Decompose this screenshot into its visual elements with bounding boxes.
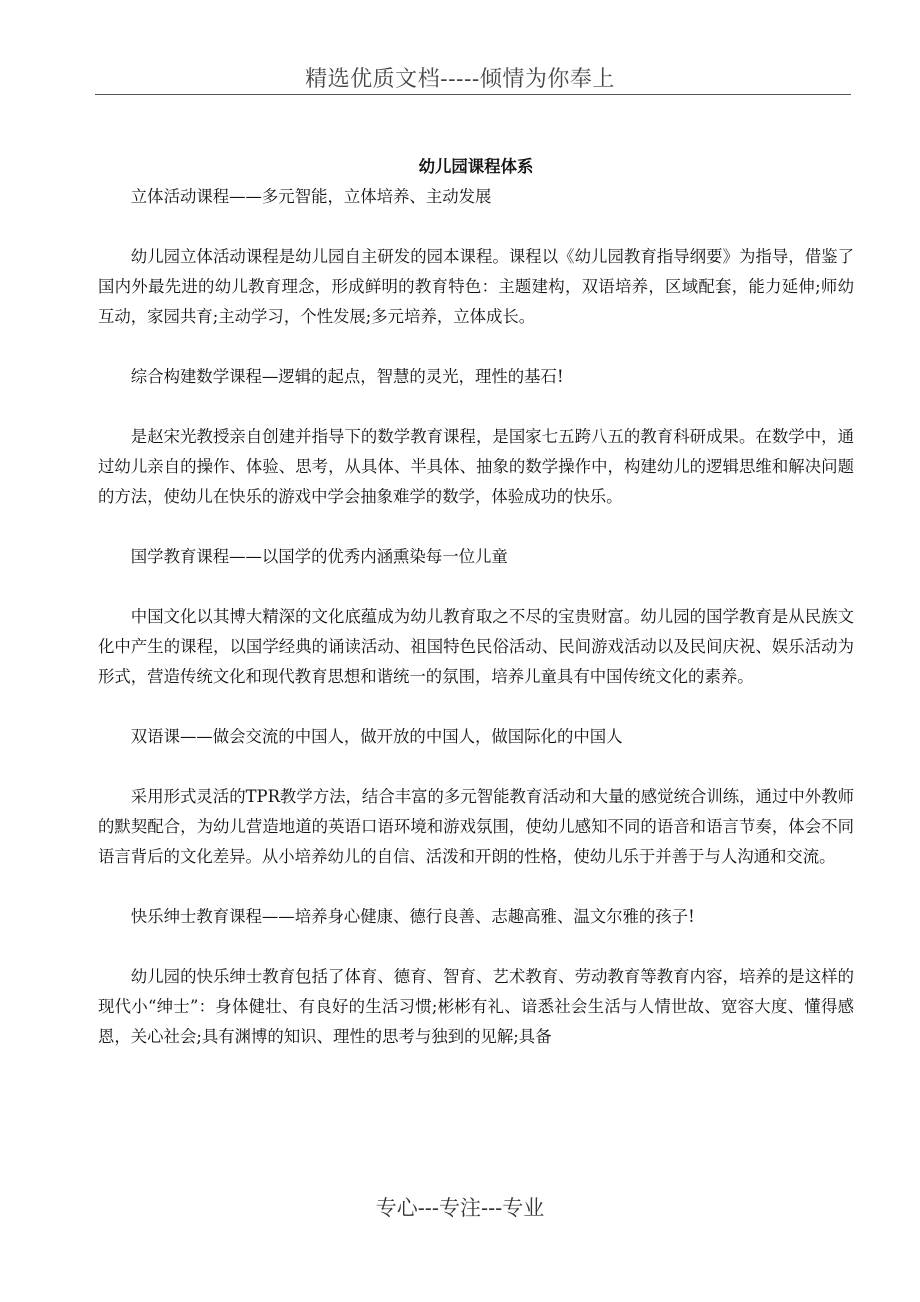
document-body (98, 152, 854, 1052)
section-body-3: 中国文化以其博大精深的文化底蕴成为幼儿教育取之不尽的宝贵财富。幼儿园的国学教育是从民族文化中产生的课程，以国学经典的诵读活动、祖国特色民俗活动、民间游戏活动以及民间庆祝、娱乐活动为形式，营造传统文化和现代教育思想和谐统一的氛围，培养儿童具有中国传统文化的素养。 (98, 607, 854, 686)
paragraph-gap (98, 752, 854, 782)
page-footer: 专心---专注---专业 (375, 1196, 545, 1220)
section-body-1: 幼儿园立体活动课程是幼儿园自主研发的园本课程。课程以《幼儿园教育指导纲要》为指导，借鉴了国内外最先进的幼儿教育理念，形成鲜明的教育特色：主题建构，双语培养，区域配套，能力延伸;师幼互动，家园共育;主动学习，个性发展;多元培养，立体成长。 (98, 247, 854, 326)
header-divider (95, 94, 851, 95)
paragraph-gap (98, 512, 854, 542)
paragraph-gap (98, 932, 854, 962)
paragraph-gap (98, 392, 854, 422)
section-heading-1: 立体活动课程——多元智能，立体培养、主动发展 (130, 187, 492, 206)
section-heading-3: 国学教育课程——以国学的优秀内涵熏染每一位儿童 (130, 547, 508, 566)
section-heading-4: 双语课——做会交流的中国人，做开放的中国人，做国际化的中国人 (130, 727, 623, 746)
section-heading-2: 综合构建数学课程—逻辑的起点，智慧的灵光，理性的基石! (130, 367, 564, 386)
page-header: 精选优质文档-----倾情为你奉上 (305, 67, 615, 92)
section-body-4: 采用形式灵活的TPR教学方法，结合丰富的多元智能教育活动和大量的感觉统合训练，通过中外教师的默契配合，为幼儿营造地道的英语口语环境和游戏氛围，使幼儿感知不同的语音和语言节奏，体会不同语言背后的文化差异。从小培养幼儿的自信、活泼和开朗的性格，使幼儿乐于并善于与人沟通和交流。 (98, 787, 854, 866)
paragraph-gap (98, 332, 854, 362)
paragraph-gap (98, 692, 854, 722)
section-body-5: 幼儿园的快乐绅士教育包括了体育、德育、智育、艺术教育、劳动教育等教育内容，培养的是这样的现代小“绅士”：身体健壮、有良好的生活习惯;彬彬有礼、谙悉社会生活与人情世故、宽容大度、懂得感恩，关心社会;具有渊博的知识、理性的思考与独到的见解;具备 (98, 967, 854, 1046)
paragraph-gap (98, 872, 854, 902)
paragraph-gap (98, 572, 854, 602)
section-heading-5: 快乐绅士教育课程——培养身心健康、德行良善、志趣高雅、温文尔雅的孩子! (130, 907, 695, 926)
paragraph-gap (98, 212, 854, 242)
section-body-2: 是赵宋光教授亲自创建并指导下的数学教育课程，是国家七五跨八五的教育科研成果。在数学中，通过幼儿亲自的操作、体验、思考，从具体、半具体、抽象的数学操作中，构建幼儿的逻辑思维和解决问题的方法，使幼儿在快乐的游戏中学会抽象难学的数学，体验成功的快乐。 (98, 427, 854, 506)
document-title: 幼儿园课程体系 (418, 157, 534, 176)
